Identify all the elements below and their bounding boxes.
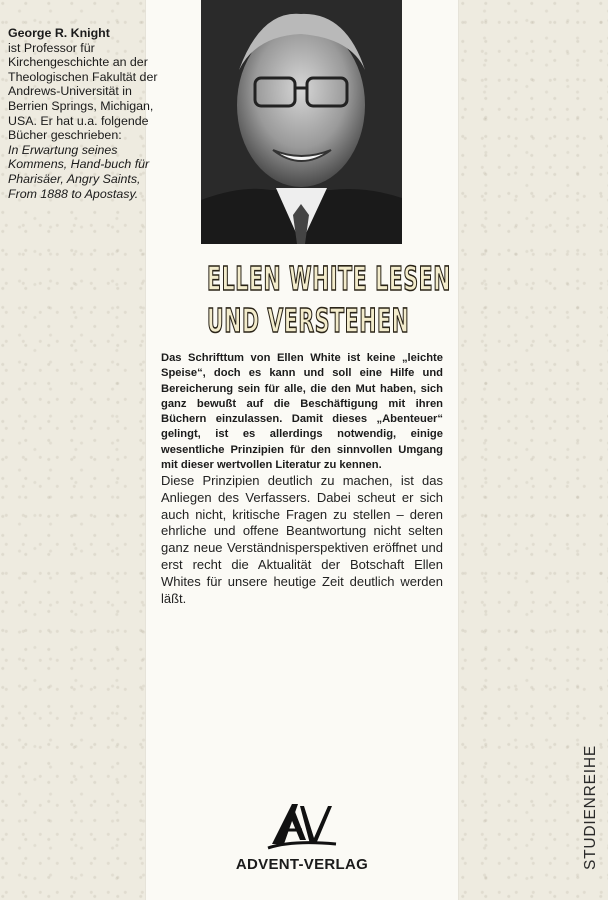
book-title-line1: ELLEN WHITE LESEN bbox=[207, 259, 452, 298]
author-bio bbox=[8, 26, 158, 201]
book-title-line2: UND VERSTEHEN bbox=[207, 301, 410, 340]
author-bio-text: ist Professor für Kirchengeschichte an der Theologischen Fakultät der Andrews-Universität in Berrien Springs, Michigan, USA. Er hat u.a. folgende Bücher geschrieben: bbox=[8, 40, 158, 143]
author-works: In Erwartung seines Kommens, Hand-buch für Pharisäer, Angry Saints, From 1888 to Apostasy. bbox=[8, 142, 150, 201]
intro-paragraph: Das Schrifttum von Ellen White ist keine „leichte Speise“, doch es kann und soll eine Hilfe und Bereicherung sein für alle, die den Mut haben, sich ganz bewußt auf die Beschäftigung mit ihren Büchern einzulassen. Damit dieses „Abenteuer“ gelingt, ist es allerdings notwendig, einige wesentliche Prinzipien für den sinnvollen Umgang mit dieser wertvollen Literatur zu kennen. bbox=[161, 352, 443, 472]
av-logo-text: AV bbox=[262, 800, 264, 801]
series-label: STUDIENREIHE bbox=[582, 744, 599, 870]
body-paragraph: Diese Prinzipien deutlich zu machen, ist das Anliegen des Verfassers. Dabei scheut er sich auch nicht, kritische Fragen zu stellen – deren ehrliche und offene Beantwortung nicht selten ganz neue Verständnisperspektiven eröffnet und erst recht die Aktualität der Botschaft Ellen Whites für unsere heutige Zeit deutlich werden läßt. bbox=[161, 473, 443, 606]
author-portrait-photo bbox=[201, 0, 402, 244]
publisher-name: ADVENT-VERLAG bbox=[235, 856, 369, 873]
av-publisher-logo-icon bbox=[262, 800, 342, 852]
author-name: George R. Knight bbox=[8, 26, 110, 40]
book-title bbox=[207, 258, 452, 342]
